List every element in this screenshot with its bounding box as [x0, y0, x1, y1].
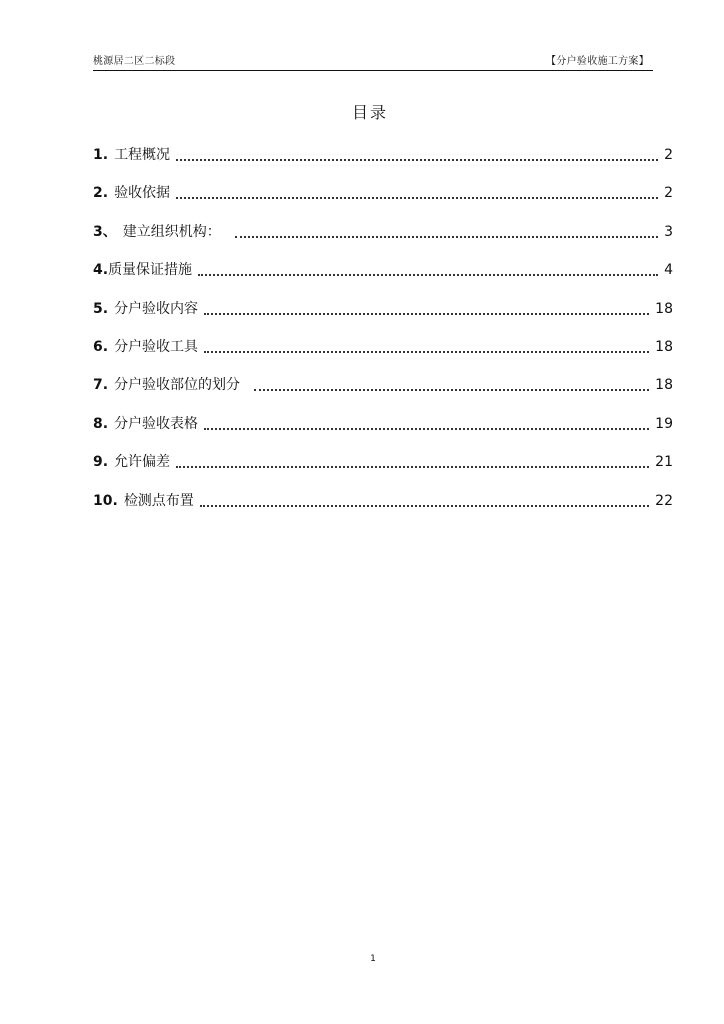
toc-entry-number: 6.	[93, 338, 109, 355]
toc-entry-text: 检测点布置	[123, 492, 194, 509]
toc-leader-dots	[176, 144, 658, 161]
toc-leader-dots	[235, 221, 658, 238]
toc-entry[interactable]	[93, 182, 673, 220]
toc-entry-number: 2.	[93, 185, 109, 202]
toc-entry-text: 分户验收内容	[114, 300, 199, 317]
toc-leader-dots	[176, 451, 649, 468]
toc-entry-page: 18	[655, 338, 673, 355]
toc-entry[interactable]	[93, 451, 673, 489]
toc-entry-page: 2	[664, 185, 673, 202]
toc-leader-dots	[200, 490, 649, 507]
toc-entry-page: 19	[655, 415, 673, 432]
header-project-name: 桃源居二区二标段	[93, 56, 176, 67]
toc-entry-text: 允许偏差	[114, 454, 171, 471]
toc-entry-number: 8.	[93, 415, 109, 432]
toc-leader-dots	[204, 298, 649, 315]
toc-entry-text: 质量保证措施	[108, 262, 193, 279]
toc-entry-number: 3、	[93, 223, 117, 240]
toc-entry[interactable]	[93, 298, 673, 336]
toc-entry[interactable]	[93, 221, 673, 259]
toc-entry-page: 22	[655, 492, 673, 509]
toc-leader-dots	[176, 182, 658, 199]
page-number: 1	[370, 954, 376, 964]
toc-entry-page: 4	[664, 262, 673, 279]
header-document-title: 【分户验收施工方案】	[546, 56, 649, 67]
toc-leader-dots	[254, 374, 649, 391]
toc-entry[interactable]	[93, 259, 673, 297]
toc-entry-page: 18	[655, 377, 673, 394]
toc-entry-text: 建立组织机构：	[122, 223, 221, 240]
toc-leader-dots	[198, 259, 658, 276]
toc-entry-number: 7.	[93, 377, 109, 394]
toc-entry-text: 工程概况	[114, 147, 171, 163]
toc-entry-text: 分户验收部位的划分	[114, 377, 241, 394]
toc-entry[interactable]	[93, 413, 673, 451]
page-header	[93, 50, 653, 71]
toc-entry-number: 9.	[93, 454, 109, 471]
toc-entry-text: 分户验收表格	[114, 415, 199, 432]
toc-entry-number: 5.	[93, 300, 109, 317]
toc-entry-number: 1.	[93, 147, 109, 163]
toc-entry-number: 4.	[93, 262, 109, 279]
toc-leader-dots	[204, 336, 649, 353]
toc-entry-page: 3	[664, 223, 673, 240]
toc-entry-text: 验收依据	[114, 185, 171, 202]
toc-entry-page: 18	[655, 300, 673, 317]
toc-entry[interactable]	[93, 336, 673, 374]
toc-entry-text: 分户验收工具	[114, 338, 199, 355]
toc-entry-page: 21	[655, 454, 673, 471]
table-of-contents	[93, 144, 673, 528]
toc-entry[interactable]	[93, 490, 673, 528]
toc-leader-dots	[204, 413, 649, 430]
toc-entry[interactable]	[93, 374, 673, 412]
toc-entry[interactable]	[93, 144, 673, 182]
toc-entry-number: 10.	[93, 492, 118, 509]
toc-entry-page: 2	[664, 147, 673, 163]
toc-title: 目录	[351, 103, 388, 122]
